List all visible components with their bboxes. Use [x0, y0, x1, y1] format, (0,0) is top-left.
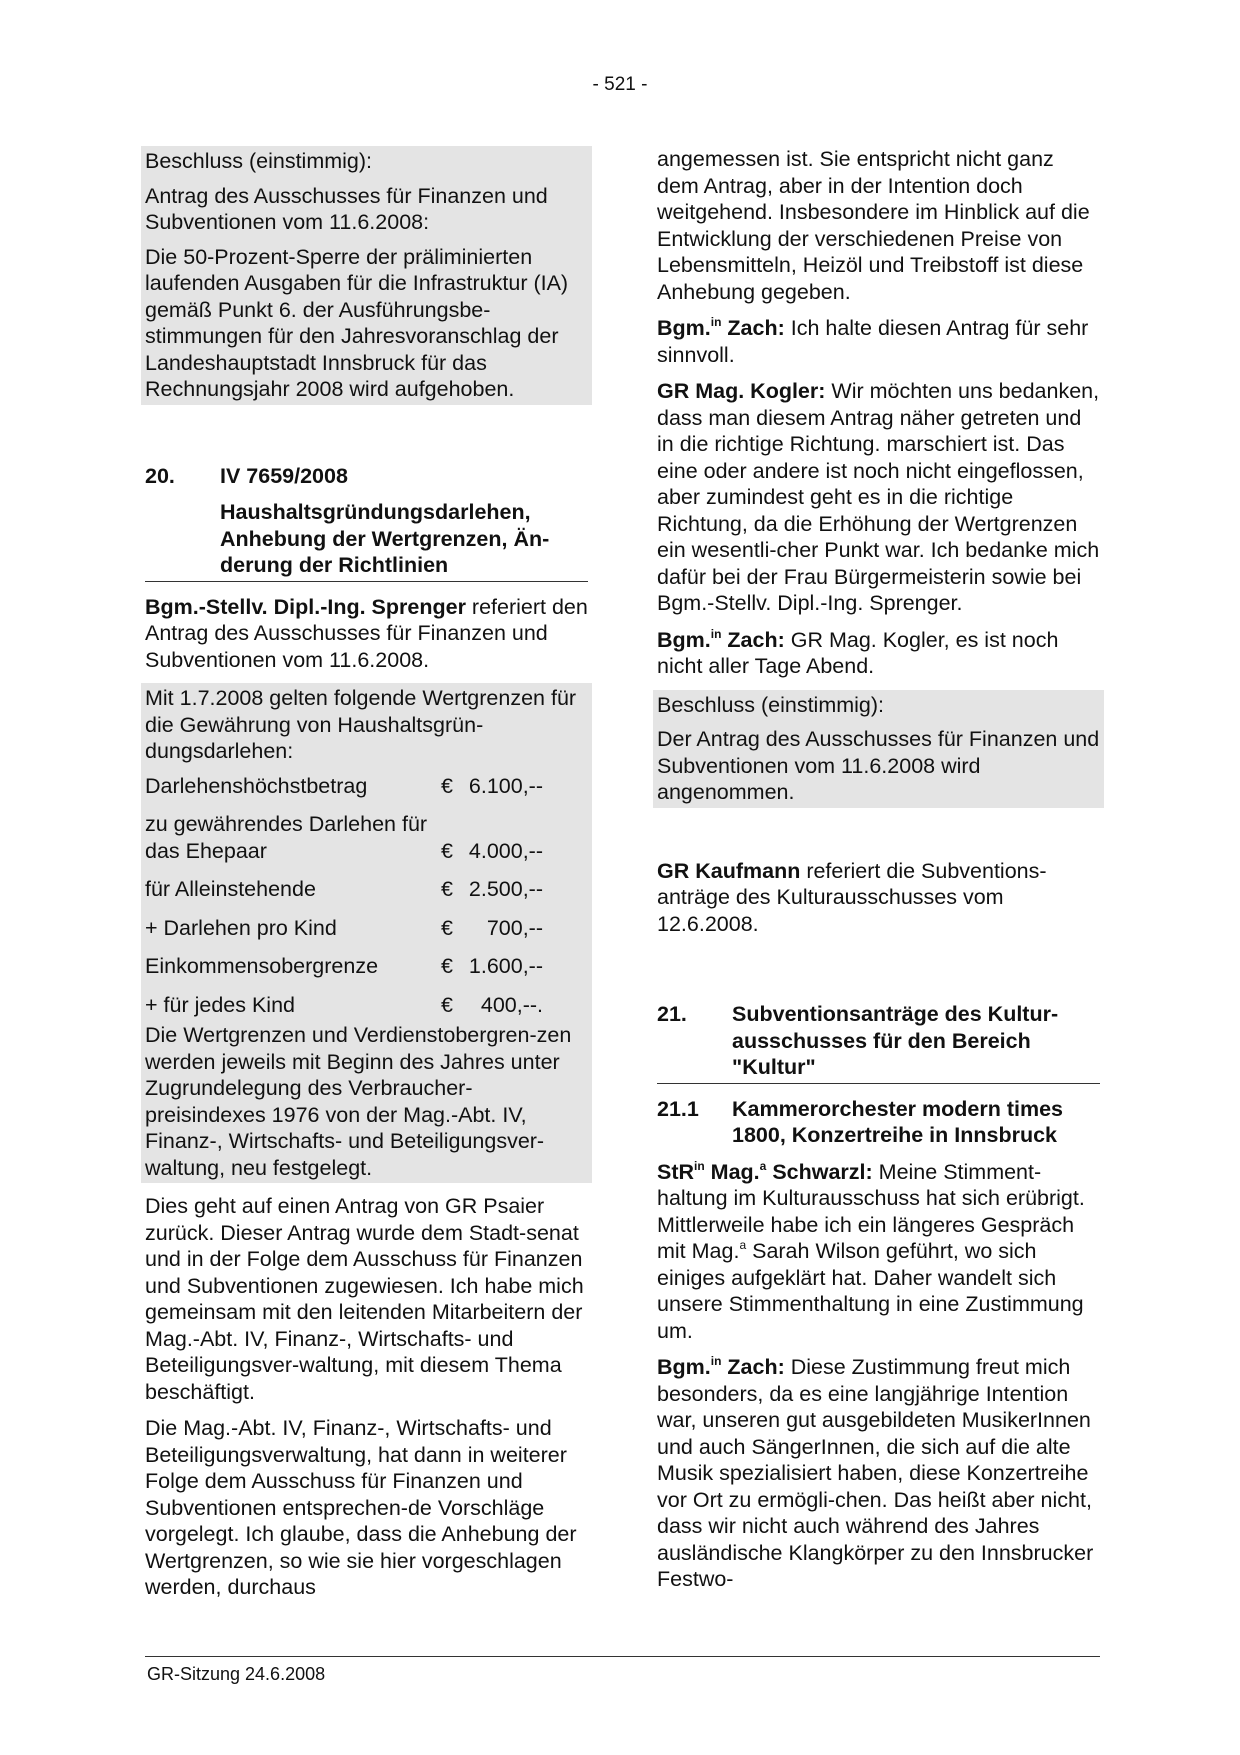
item-title: Subventionsanträge des Kultur-ausschusses für den Bereich "Kultur" [732, 1002, 1059, 1079]
value-limits-box [141, 683, 592, 1183]
row-label: + für jedes Kind [145, 992, 295, 1017]
paragraph-kogler: GR Mag. Kogler: Wir möchten uns bedanken, dass man diesem Antrag näher getreten und in die richtige Richtung. marschiert ist. Das eine oder andere ist noch nicht eingeflossen, aber zumindest geht es in die richtige Richtung, da die Erhöhung der Wertgrenzen ein wesentli-cher Punkt war. Ich bedanke mich dafür bei der Frau Bürgermeisterin sowie bei Bgm.-Stellv. Dipl.-Ing. Sprenger. [657, 379, 1100, 615]
resolution-box-2 [653, 690, 1104, 808]
value-limits-outro: Die Wertgrenzen und Verdienstobergren-zen werden jeweils mit Beginn des Jahres unter Zugrundelegung des Verbraucher-preisindexes 1976 von der Mag.-Abt. IV, Finanz-, Wirtschafts- und Beteiligungsver-waltung, neu festgelegt. [145, 1023, 572, 1180]
item-number: 21. [657, 1002, 687, 1026]
item-title: Haushaltsgründungsdarlehen, Anhebung der Wertgrenzen, Än-derung der Richtlinien [220, 500, 550, 577]
item-title: Kammerorchester modern times 1800, Konzertreihe in Innsbruck [732, 1096, 1063, 1147]
row-label: Darlehenshöchstbetrag [145, 773, 368, 798]
agenda-item-21 [657, 1001, 1100, 1084]
currency: € [441, 915, 453, 940]
speaker-zach: Bgm.$^{in}$ Zach: [657, 1354, 785, 1379]
item-number: 21.1 [657, 1096, 699, 1121]
left-column [145, 146, 588, 1611]
row-value: 700,-- [486, 915, 543, 940]
paragraph-continued: angemessen ist. Sie entspricht nicht ganz dem Antrag, aber in der Intention doch weitgehend. Insbesondere im Hinblick auf die Entwicklung der verschiedenen Preise von Lebensmitteln, Heizöl und Treibstoff ist diese Anhebung gegeben. [657, 147, 1090, 304]
resolution-box-1 [141, 146, 592, 405]
table-row [145, 773, 588, 800]
speaker-kaufmann: GR Kaufmann [657, 858, 801, 883]
paragraph-psaier: Dies geht auf einen Antrag von GR Psaier zurück. Dieser Antrag wurde dem Stadt-senat und in der Folge dem Ausschuss für Finanzen und Subventionen zugewiesen. Ich habe mich gemeinsam mit den leitenden Mitarbeitern der Mag.-Abt. IV, Finanz-, Wirtschafts- und Beteiligungsver-waltung, mit diesem Thema beschäftigt. [145, 1194, 584, 1404]
currency: € [441, 954, 453, 978]
paragraph-zach-3: Bgm.$^{in}$ Zach: Diese Zustimmung freut mich besonders, da es eine langjährige Intention war, unseren gut ausgebildeten MusikerInnen und auch SängerInnen, die sich auf die alte Musik spezialisiert haben, diese Konzertreihe vor Ort zu ermögli-chen. Das heißt aber nicht, dass wir nicht auch während des Jahres ausländische Klangkörper zu den Innsbrucker Festwo- [657, 1354, 1094, 1591]
resolution-text: Der Antrag des Ausschusses für Finanzen und Subventionen vom 11.6.2008 wird angenommen. [657, 727, 1100, 804]
paragraph-kaufmann: GR Kaufmann referiert die Subventions-anträge des Kulturausschusses vom 12.6.2008. [657, 858, 1047, 936]
value-limits-intro: Mit 1.7.2008 gelten folgende Wertgrenzen für die Gewährung von Haushaltsgrün-dungsdarlehen: [145, 686, 577, 763]
table-row [145, 915, 588, 942]
item-number: 20. [145, 463, 175, 488]
table-row [145, 953, 588, 980]
currency: € [441, 992, 453, 1017]
currency: € [441, 773, 453, 798]
resolution-label: Beschluss (einstimmig): [657, 692, 884, 717]
paragraph-sprenger: Bgm.-Stellv. Dipl.-Ing. Sprenger referiert den Antrag des Ausschusses für Finanzen und Subventionen vom 11.6.2008. [145, 594, 588, 672]
row-label: Einkommensobergrenze [145, 954, 379, 978]
table-row [145, 811, 588, 864]
right-column [657, 146, 1100, 1603]
speaker-kogler: GR Mag. Kogler: [657, 379, 826, 403]
footer-session-date: GR-Sitzung 24.6.2008 [147, 1664, 326, 1684]
row-label: zu gewährendes Darlehen für das Ehepaar [145, 812, 428, 863]
footer-divider [145, 1656, 1100, 1657]
resolution-text: Die 50-Prozent-Sperre der präliminierten laufenden Ausgaben für die Infrastruktur (IA) gemäß Punkt 6. der Ausführungsbe-stimmungen für den Jahresvoranschlag der Landeshauptstadt Innsbruck für das Rechnungsjahr 2008 wird aufgehoben. [145, 244, 569, 401]
row-label: + Darlehen pro Kind [145, 915, 337, 940]
paragraph-zach-1: Bgm.$^{in}$ Zach: Ich halte diesen Antrag für sehr sinnvoll. [657, 315, 1089, 367]
table-row [145, 992, 588, 1019]
row-value: 400,--. [480, 992, 543, 1017]
resolution-label: Beschluss (einstimmig): [145, 149, 372, 173]
row-value: 2.500,-- [468, 877, 543, 901]
currency: € [441, 877, 453, 901]
row-label: für Alleinstehende [145, 877, 316, 901]
speaker-sprenger: Bgm.-Stellv. Dipl.-Ing. Sprenger [145, 594, 466, 619]
row-value: 6.100,-- [468, 773, 543, 798]
motion-reference: Antrag des Ausschusses für Finanzen und Subventionen vom 11.6.2008: [145, 183, 548, 234]
item-code: IV 7659/2008 [220, 463, 348, 488]
speaker-zach: Bgm.$^{in}$ Zach: [657, 315, 785, 340]
paragraph-schwarzl: StR$^{in}$ Mag.$^a$ Schwarzl: Meine Stimment-haltung im Kulturausschuss hat sich erübrigt. Mittlerweile habe ich ein längeres Gespräch mit Mag.$^a$ Sarah Wilson geführt, wo sich einiges aufgeklärt hat. Daher wandelt sich unsere Stimmenthaltung in eine Zustimmung um. [657, 1158, 1085, 1343]
page-number: - 521 - [592, 74, 648, 95]
currency: € [441, 838, 453, 863]
table-row [145, 876, 588, 903]
speaker-schwarzl: StR$^{in}$ Mag.$^a$ Schwarzl: [657, 1158, 873, 1184]
agenda-item-20 [145, 463, 588, 582]
agenda-item-21-1 [657, 1096, 1100, 1149]
paragraph-mag-abt: Die Mag.-Abt. IV, Finanz-, Wirtschafts- und Beteiligungsverwaltung, hat dann in weiterer Folge dem Ausschuss für Finanzen und Subventionen entsprechen-de Vorschläge vorgelegt. Ich glaube, dass die Anhebung der Wertgrenzen, so wie sie hier vorgeschlagen werden, durchaus [145, 1416, 577, 1599]
row-value: 4.000,-- [468, 838, 543, 863]
paragraph-zach-2: Bgm.$^{in}$ Zach: GR Mag. Kogler, es ist noch nicht aller Tage Abend. [657, 626, 1059, 678]
row-value: 1.600,-- [468, 954, 543, 978]
speaker-zach: Bgm.$^{in}$ Zach: [657, 626, 785, 652]
value-limits-table [145, 773, 588, 1019]
